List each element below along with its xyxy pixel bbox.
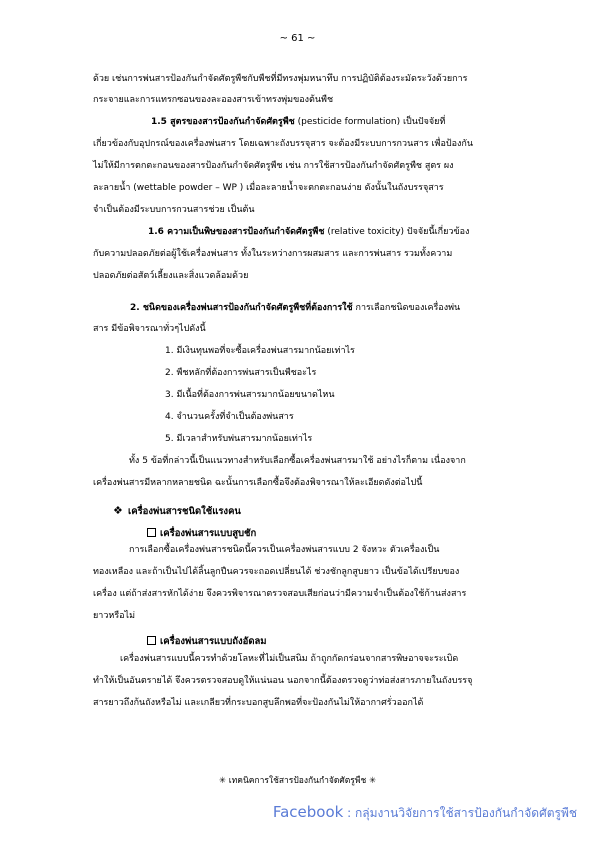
diamond-bullet-icon: ❖ — [113, 504, 123, 517]
section-1-5-lead: (pesticide formulation) เป็นปัจจัยที่ — [297, 117, 446, 127]
list-item: 2. พืชหลักที่ต้องการพ่นสารเป็นพืชอะไร — [165, 368, 317, 378]
section-1-6-line — [148, 226, 469, 238]
body-text-line: ทั้ง 5 ข้อที่กล่าวนี้เป็นแนวทางสำหรับเลือกซื้อเครื่องพ่นสารมาใช้ อย่างไรก็ตาม เนื่องจาก — [129, 456, 466, 466]
manual-sprayer-heading — [113, 499, 241, 519]
section-1-6-lead: (relative toxicity) ปัจจัยนี้เกี่ยวข้อง — [327, 227, 470, 237]
page-number: ~ 61 ~ — [279, 33, 316, 44]
body-text-line: เกี่ยวข้องกับอุปกรณ์ของเครื่องพ่นสาร โดยเฉพาะถังบรรจุสาร จะต้องมีระบบการกวนสาร เพื่อป้องกัน — [93, 139, 473, 149]
facebook-label: Facebook — [272, 803, 344, 821]
section-1-5-heading: 1.5 สูตรของสารป้องกันกำจัดศัตรูพืช — [151, 117, 295, 127]
body-text-line: จำเป็นต้องมีระบบการกวนสารช่วย เป็นต้น — [93, 205, 255, 215]
facebook-separator: : — [343, 806, 356, 820]
list-item: 4. จำนวนครั้งที่จำเป็นต้องพ่นสาร — [165, 412, 294, 422]
manual-sprayer-title: เครื่องพ่นสารชนิดใช้แรงคน — [127, 506, 241, 517]
body-text-line: กับความปลอดภัยต่อผู้ใช้เครื่องพ่นสาร ทั้งในระหว่างการผสมสาร และการพ่นสาร รวมทั้งความ — [93, 249, 453, 259]
body-text-line: ทำให้เป็นอันตรายได้ จึงควรตรวจสอบดูให้แน่นอน นอกจากนี้ต้องตรวจดูว่าท่อส่งสารภายในถังบรรจุ — [93, 676, 473, 686]
section-2-line — [130, 302, 460, 314]
body-text-line: ปลอดภัยต่อสัตว์เลี้ยงและสิ่งแวดล้อมด้วย — [93, 271, 249, 281]
body-text-line: ละลายน้ำ (wettable powder – WP ) เมื่อละลายน้ำจะตกตะกอนง่าย ดังนั้นในถังบรรจุสาร — [93, 183, 444, 193]
tank-sprayer-heading — [147, 629, 267, 649]
body-text-line: ทองเหลือง และถ้าเป็นไปได้ลิ้นลูกปืนควรจะถอดเปลี่ยนได้ ช่วงชักลูกสูบยาว เป็นข้อได้เปรียบของ — [93, 567, 460, 577]
pump-sprayer-heading — [147, 521, 256, 541]
body-text-line: ยาวหรือไม่ — [93, 611, 136, 621]
body-text-line: เครื่องพ่นสารแบบนี้ควรทำด้วยโลหะที่ไม่เป็นสนิม ถ้าถูกกัดกร่อนจากสารพิษอาจจะระเบิด — [120, 654, 459, 664]
tank-sprayer-title: เครื่องพ่นสารแบบถังอัดลม — [160, 636, 267, 647]
footer-title: ✳ เทคนิคการใช้สารป้องกันกำจัดศัตรูพืช ✳ — [218, 776, 377, 786]
facebook-group-name: กลุ่มงานวิจัยการใช้สารป้องกันกำจัดศัตรูพืช — [355, 806, 577, 820]
body-text-line: เครื่องพ่นสารมีหลากหลายชนิด ฉะนั้นการเลือกซื้อจึงต้องพิจารณาให้ละเอียดดังต่อไปนี้ — [93, 478, 423, 488]
section-2-lead: การเลือกชนิดของเครื่องพ่น — [355, 303, 461, 313]
body-text-line: ด้วย เช่นการพ่นสารป้องกันกำจัดศัตรูพืชกับพืชที่มีทรงพุ่มหนาทึบ การปฏิบัติต้องระมัดระวังด้วยการ — [93, 74, 468, 84]
list-item: 1. มีเงินทุนพอที่จะซื้อเครื่องพ่นสารมากน้อยเท่าไร — [165, 346, 355, 356]
checkbox-square-icon — [147, 636, 156, 645]
list-item: 3. มีเนื้อที่ต้องการพ่นสารมากน้อยขนาดไหน — [165, 390, 335, 400]
section-1-5-line — [151, 116, 445, 128]
facebook-link[interactable] — [273, 803, 577, 823]
section-2-heading: 2. ชนิดของเครื่องพ่นสารป้องกันกำจัดศัตรูพืชที่ต้องการใช้ — [130, 303, 353, 313]
checkbox-square-icon — [147, 528, 156, 537]
pump-sprayer-title: เครื่องพ่นสารแบบสูบชัก — [160, 528, 257, 539]
list-item: 5. มีเวลาสำหรับพ่นสารมากน้อยเท่าไร — [165, 434, 313, 444]
section-1-6-heading: 1.6 ความเป็นพิษของสารป้องกันกำจัดศัตรูพืช — [148, 227, 325, 237]
body-text-line: กระจายและการแทรกซอนของละอองสารเข้าทรงพุ่มของต้นพืช — [93, 95, 334, 105]
body-text-line: สารยาวถึงก้นถังหรือไม่ และเกลียวที่กระบอกสูบลึกพอที่จะป้องกันไม่ให้อากาศรั่วออกได้ — [93, 698, 424, 708]
body-text-line: ไม่ให้มีการตกตะกอนของสารป้องกันกำจัดศัตรูพืช เช่น การใช้สารป้องกันกำจัดศัตรูพืช สูตร ผง — [93, 161, 454, 171]
body-text-line: เครื่อง แต่ถ้าส่งสารหักได้ง่าย จึงควรพิจารณาตรวจสอบเสียก่อนว่ามีความจำเป็นต้องใช้ก้านส่งสาร — [93, 589, 467, 599]
body-text-line: การเลือกซื้อเครื่องพ่นสารชนิดนี้ควรเป็นเครื่องพ่นสารแบบ 2 จังหวะ ตัวเครื่องเป็น — [129, 545, 440, 555]
body-text-line: สาร มีข้อพิจารณาทั่วๆไปดังนี้ — [93, 324, 206, 334]
